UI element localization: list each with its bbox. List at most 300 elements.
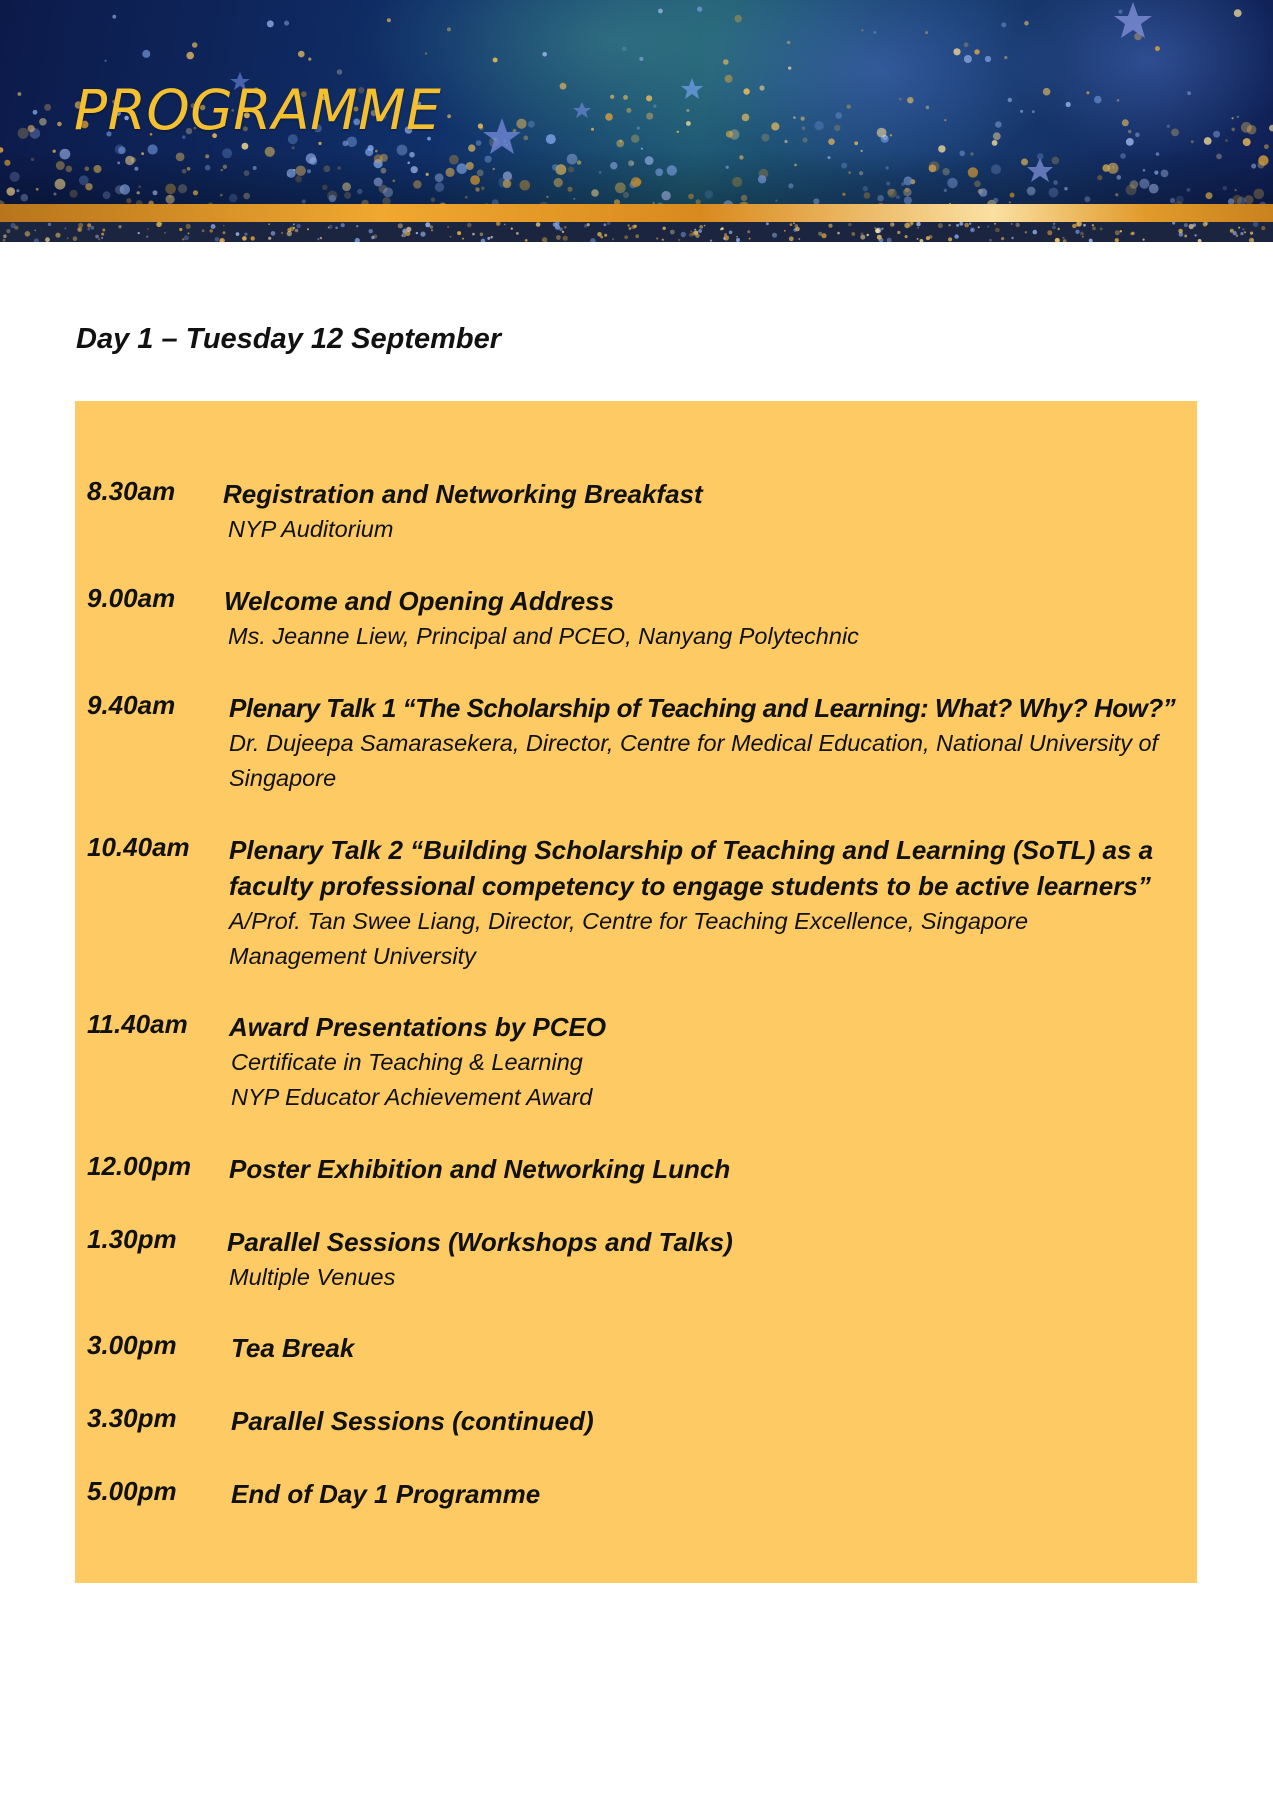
schedule-time: 10.40am bbox=[87, 832, 190, 862]
sparkle bbox=[907, 97, 913, 103]
sparkle bbox=[658, 9, 663, 14]
sparkle bbox=[337, 69, 343, 75]
sparkle bbox=[1062, 237, 1064, 239]
sparkle bbox=[1184, 223, 1188, 227]
sparkle bbox=[1001, 22, 1006, 27]
sparkle bbox=[695, 234, 699, 238]
sparkle bbox=[736, 238, 740, 242]
sparkle bbox=[784, 230, 786, 232]
sparkle bbox=[686, 121, 691, 126]
sparkle bbox=[995, 228, 1000, 233]
sparkle bbox=[1155, 46, 1160, 51]
sparkle bbox=[851, 232, 855, 236]
sparkle bbox=[1020, 110, 1023, 113]
sparkle bbox=[188, 233, 190, 235]
sparkle bbox=[425, 222, 430, 227]
schedule-panel bbox=[75, 401, 1197, 1583]
schedule-time: 3.00pm bbox=[87, 1330, 177, 1360]
sparkle bbox=[245, 233, 248, 236]
sparkle bbox=[430, 225, 434, 229]
sparkle bbox=[726, 131, 733, 138]
sparkle bbox=[993, 132, 1001, 140]
sparkle bbox=[1080, 232, 1084, 236]
sparkle bbox=[1082, 236, 1084, 238]
sparkle bbox=[268, 223, 270, 225]
sparkle bbox=[801, 117, 805, 121]
sparkle bbox=[308, 58, 311, 61]
sparkle bbox=[1117, 99, 1120, 102]
sparkle bbox=[138, 232, 140, 234]
sparkle bbox=[211, 224, 216, 229]
sparkle bbox=[1086, 91, 1089, 94]
sparkle bbox=[877, 235, 882, 240]
sparkle bbox=[772, 233, 777, 238]
sparkle bbox=[1250, 232, 1253, 235]
sparkle bbox=[1075, 230, 1079, 234]
sparkle bbox=[3, 239, 6, 242]
sparkle bbox=[287, 231, 292, 236]
sparkle bbox=[734, 15, 742, 23]
sparkle bbox=[536, 222, 541, 227]
schedule-time: 3.30pm bbox=[87, 1403, 177, 1433]
sparkle bbox=[18, 92, 22, 96]
sparkle bbox=[848, 223, 851, 226]
sparkle bbox=[516, 232, 519, 235]
sparkle bbox=[1024, 21, 1029, 26]
sparkle bbox=[293, 223, 295, 225]
sparkle bbox=[1167, 125, 1170, 128]
sparkle bbox=[834, 125, 840, 131]
sparkle bbox=[790, 223, 793, 226]
sparkle bbox=[1094, 96, 1102, 104]
sparkle bbox=[369, 229, 373, 233]
sparkle bbox=[964, 223, 969, 228]
sparkle bbox=[639, 57, 643, 61]
sparkle bbox=[55, 233, 60, 238]
sparkle bbox=[916, 222, 920, 226]
sparkle bbox=[1230, 229, 1234, 233]
sparkle bbox=[560, 83, 567, 90]
sparkle bbox=[504, 224, 506, 226]
sparkle bbox=[318, 142, 321, 145]
sparkle bbox=[632, 225, 636, 229]
sparkle bbox=[624, 235, 628, 239]
sparkle bbox=[628, 224, 630, 226]
sparkle bbox=[493, 58, 498, 63]
sparkle bbox=[1016, 223, 1020, 227]
sparkle bbox=[101, 237, 103, 239]
sparkle bbox=[317, 238, 319, 240]
sparkle bbox=[691, 232, 695, 236]
sparkle bbox=[964, 42, 969, 47]
sparkle bbox=[401, 235, 403, 237]
sparkle bbox=[670, 230, 675, 235]
schedule-title: Tea Break bbox=[231, 1333, 355, 1363]
sparkle bbox=[1052, 226, 1056, 230]
schedule-detail: NYP Auditorium bbox=[228, 516, 394, 542]
sparkle bbox=[847, 105, 851, 109]
sparkle bbox=[828, 138, 835, 145]
sparkle bbox=[789, 236, 794, 241]
sparkle bbox=[917, 238, 919, 240]
sparkle bbox=[1244, 231, 1246, 233]
sparkle bbox=[447, 114, 451, 118]
sparkle bbox=[1236, 235, 1238, 237]
sparkle bbox=[814, 121, 823, 130]
sparkle bbox=[992, 140, 998, 146]
sparkle bbox=[447, 27, 451, 31]
schedule-title: Plenary Talk 2 “Building Scholarship of Teaching and Learning (SoTL) as a faculty professional competency to engage students to be active learners” bbox=[229, 835, 1154, 901]
sparkle bbox=[1242, 228, 1244, 230]
sparkle bbox=[398, 223, 403, 228]
sparkle bbox=[629, 227, 632, 230]
sparkle bbox=[293, 227, 295, 229]
sparkle bbox=[604, 223, 607, 226]
sparkle bbox=[1092, 227, 1096, 231]
sparkle bbox=[1076, 222, 1081, 227]
sparkle bbox=[619, 140, 622, 143]
sparkle bbox=[320, 237, 322, 239]
sparkle bbox=[186, 52, 194, 60]
sparkle bbox=[77, 227, 82, 232]
sparkle bbox=[953, 48, 960, 55]
sparkle bbox=[57, 122, 62, 127]
sparkle bbox=[723, 59, 729, 65]
sparkle bbox=[612, 238, 614, 240]
sparkle bbox=[104, 60, 106, 62]
sparkle bbox=[956, 224, 959, 227]
sparkle bbox=[926, 236, 930, 240]
sparkle bbox=[142, 50, 150, 58]
schedule-title: Plenary Talk 1 “The Scholarship of Teaching and Learning: What? Why? How?” bbox=[229, 693, 1176, 723]
sparkle bbox=[1032, 110, 1035, 113]
sparkle bbox=[95, 235, 99, 239]
sparkle bbox=[742, 114, 750, 122]
sparkle bbox=[646, 95, 652, 101]
sparkle bbox=[450, 236, 452, 238]
sparkle bbox=[186, 224, 191, 229]
sparkle bbox=[761, 134, 769, 142]
sparkle bbox=[1011, 223, 1013, 225]
sparkle bbox=[802, 126, 806, 130]
sparkle bbox=[102, 229, 105, 232]
sparkle bbox=[1240, 232, 1243, 235]
sparkle bbox=[73, 236, 78, 241]
sparkle bbox=[1066, 102, 1071, 107]
sparkle bbox=[402, 229, 407, 234]
sparkle bbox=[1269, 125, 1273, 132]
sparkle bbox=[1083, 224, 1086, 227]
sparkle bbox=[1128, 130, 1131, 133]
sparkle bbox=[954, 234, 958, 238]
sparkle bbox=[1092, 224, 1094, 226]
schedule-time: 8.30am bbox=[87, 476, 176, 506]
sparkle bbox=[556, 235, 561, 240]
sparkle bbox=[39, 118, 47, 126]
sparkle bbox=[251, 236, 255, 240]
sparkle bbox=[555, 225, 560, 230]
sparkle bbox=[563, 236, 568, 241]
sparkle bbox=[6, 229, 10, 233]
schedule-detail: NYP Educator Achievement Award bbox=[231, 1084, 593, 1110]
sparkle bbox=[33, 110, 38, 115]
sparkle bbox=[476, 140, 482, 146]
sparkle bbox=[699, 225, 703, 229]
sparkle bbox=[686, 109, 689, 112]
sparkle bbox=[653, 105, 656, 108]
sparkle bbox=[1001, 237, 1004, 240]
sparkle bbox=[64, 227, 66, 229]
sparkle bbox=[860, 235, 865, 240]
sparkle bbox=[118, 225, 122, 229]
sparkle bbox=[202, 229, 205, 232]
sparkle bbox=[45, 237, 50, 242]
sparkle bbox=[487, 237, 490, 240]
sparkle bbox=[564, 226, 567, 229]
schedule-title: Parallel Sessions (continued) bbox=[231, 1406, 594, 1436]
sparkle bbox=[698, 229, 702, 233]
sparkle bbox=[447, 226, 449, 228]
sparkle bbox=[591, 128, 594, 131]
sparkle bbox=[854, 141, 858, 145]
schedule-time: 5.00pm bbox=[87, 1476, 177, 1506]
sparkle bbox=[793, 116, 796, 119]
sparkle bbox=[298, 51, 305, 58]
sparkle bbox=[710, 240, 712, 242]
sparkle bbox=[112, 15, 116, 19]
sparkle bbox=[1143, 239, 1145, 241]
sparkle bbox=[874, 227, 876, 229]
sparkle bbox=[267, 20, 274, 27]
sparkle bbox=[897, 231, 900, 234]
sparkle bbox=[34, 230, 36, 232]
sparkle bbox=[281, 232, 283, 234]
header-banner bbox=[0, 0, 1273, 242]
sparkle bbox=[431, 229, 433, 231]
sparkle bbox=[1047, 230, 1052, 235]
sparkle bbox=[1191, 140, 1194, 143]
sparkle bbox=[480, 233, 484, 237]
sparkle bbox=[542, 52, 547, 57]
sparkle bbox=[98, 238, 100, 240]
sparkle bbox=[798, 238, 800, 240]
sparkle bbox=[681, 232, 686, 237]
sparkle bbox=[793, 228, 797, 232]
sparkle bbox=[1253, 221, 1259, 227]
sparkle bbox=[1008, 98, 1012, 102]
sparkle bbox=[1115, 230, 1120, 235]
sparkle bbox=[646, 113, 653, 120]
sparkle bbox=[964, 55, 972, 63]
sparkle bbox=[528, 121, 535, 128]
sparkle bbox=[1011, 237, 1013, 239]
sparkle bbox=[948, 224, 950, 226]
sparkle bbox=[1195, 234, 1197, 236]
schedule-detail: Dr. Dujeepa Samarasekera, Director, Centre for Medical Education, National University of Singapore bbox=[229, 730, 1159, 791]
schedule-time: 1.30pm bbox=[87, 1224, 177, 1254]
sparkle bbox=[1033, 230, 1038, 235]
sparkle bbox=[356, 225, 358, 227]
sparkle bbox=[974, 49, 979, 54]
sparkle bbox=[881, 228, 883, 230]
sparkle bbox=[1122, 119, 1129, 126]
sparkle bbox=[307, 228, 309, 230]
sparkle bbox=[1261, 226, 1265, 230]
sparkle bbox=[179, 228, 182, 231]
schedule-detail: Ms. Jeanne Liew, Principal and PCEO, Nanyang Polytechnic bbox=[228, 623, 859, 649]
sparkle bbox=[787, 41, 791, 45]
sparkle bbox=[604, 234, 607, 237]
sparkle bbox=[292, 146, 295, 149]
sparkle bbox=[242, 236, 247, 241]
sparkle bbox=[721, 227, 724, 230]
sparkle bbox=[192, 42, 198, 48]
sparkle bbox=[622, 47, 627, 52]
sparkle bbox=[462, 238, 464, 240]
sparkle bbox=[1178, 229, 1183, 234]
sparkle bbox=[1184, 235, 1187, 238]
sparkle bbox=[938, 223, 943, 228]
sparkle bbox=[1203, 222, 1208, 227]
sparkle bbox=[910, 222, 913, 225]
schedule-title: Poster Exhibition and Networking Lunch bbox=[229, 1154, 731, 1184]
sparkle bbox=[48, 223, 51, 226]
sparkle bbox=[1238, 227, 1240, 229]
sparkle bbox=[994, 223, 996, 225]
sparkle bbox=[546, 134, 556, 144]
sparkle bbox=[890, 134, 892, 136]
sparkle bbox=[1225, 139, 1228, 142]
sparkle bbox=[623, 95, 628, 100]
sparkle bbox=[329, 225, 333, 229]
sparkle bbox=[425, 52, 427, 54]
schedule-title: Award Presentations by PCEO bbox=[229, 1012, 607, 1042]
sparkle bbox=[678, 239, 680, 241]
sparkle bbox=[491, 236, 493, 238]
sparkle bbox=[1130, 232, 1133, 235]
sparkle bbox=[626, 108, 631, 113]
sparkle bbox=[747, 230, 750, 233]
sparkle bbox=[892, 223, 894, 225]
sparkle bbox=[743, 88, 749, 94]
sparkle bbox=[478, 123, 483, 128]
sparkle bbox=[995, 121, 1002, 128]
sparkle bbox=[18, 128, 29, 139]
sparkle bbox=[677, 131, 679, 133]
sparkle bbox=[985, 56, 991, 62]
sparkle bbox=[335, 227, 338, 230]
sparkle bbox=[969, 223, 971, 225]
sparkle bbox=[87, 223, 91, 227]
sparkle bbox=[788, 67, 791, 70]
sparkle bbox=[523, 136, 528, 141]
sparkle bbox=[1043, 88, 1051, 96]
sparkle bbox=[1237, 116, 1239, 118]
sparkle bbox=[147, 228, 149, 230]
schedule-title: Registration and Networking Breakfast bbox=[223, 479, 703, 509]
sparkle bbox=[641, 148, 643, 150]
sparkle bbox=[1243, 138, 1251, 146]
sparkle bbox=[242, 143, 249, 150]
sparkle bbox=[295, 229, 299, 233]
sparkle bbox=[236, 232, 240, 236]
sparkle bbox=[210, 229, 213, 232]
sparkle bbox=[917, 227, 919, 229]
sparkle bbox=[837, 232, 840, 235]
sparkle bbox=[944, 119, 946, 121]
sparkle bbox=[771, 122, 779, 130]
sparkle bbox=[749, 238, 751, 240]
sparkle bbox=[91, 226, 95, 230]
day-heading: Day 1 – Tuesday 12 September bbox=[76, 323, 502, 355]
sparkle bbox=[704, 225, 706, 227]
schedule-time: 12.00pm bbox=[87, 1151, 192, 1181]
schedule-title: Parallel Sessions (Workshops and Talks) bbox=[227, 1227, 733, 1257]
sparkle bbox=[30, 128, 41, 139]
sparkle bbox=[146, 236, 148, 238]
sparkle bbox=[803, 137, 808, 142]
schedule-title: Welcome and Opening Address bbox=[224, 586, 615, 616]
sparkle bbox=[793, 222, 795, 224]
sparkle bbox=[877, 128, 887, 138]
sparkle bbox=[268, 237, 271, 240]
sparkle bbox=[511, 228, 513, 230]
sparkle bbox=[729, 231, 733, 235]
sparkle bbox=[101, 233, 104, 236]
sparkle bbox=[67, 237, 69, 239]
sparkle bbox=[1126, 138, 1134, 146]
sparkle bbox=[467, 223, 472, 228]
sparkle bbox=[1232, 117, 1234, 119]
schedule-detail: Multiple Venues bbox=[229, 1264, 396, 1290]
sparkle bbox=[3, 234, 7, 238]
sparkle bbox=[525, 239, 528, 242]
sparkle bbox=[605, 113, 613, 121]
sparkle bbox=[1100, 228, 1103, 231]
sparkle bbox=[736, 236, 738, 238]
sparkle bbox=[496, 221, 501, 226]
schedule-time: 9.40am bbox=[87, 690, 176, 720]
sparkle bbox=[637, 127, 640, 130]
sparkle bbox=[420, 232, 425, 237]
sparkle bbox=[1171, 129, 1179, 137]
sparkle bbox=[875, 228, 880, 233]
sparkle bbox=[457, 231, 461, 235]
sparkle bbox=[416, 232, 418, 234]
sparkle bbox=[663, 227, 666, 230]
sparkle bbox=[899, 98, 902, 101]
sparkle bbox=[215, 237, 220, 242]
sparkle bbox=[723, 237, 726, 240]
sparkle bbox=[925, 31, 928, 34]
sparkle bbox=[631, 135, 639, 143]
sparkle bbox=[1135, 133, 1140, 138]
sparkle bbox=[1264, 144, 1269, 149]
sparkle bbox=[371, 236, 374, 239]
schedule-detail: A/Prof. Tan Swee Liang, Director, Centre for Teaching Excellence, Singapore Management University bbox=[229, 908, 1029, 969]
schedule-detail: Certificate in Teaching & Learning bbox=[231, 1049, 583, 1075]
sparkle bbox=[164, 232, 166, 234]
sparkle bbox=[284, 21, 289, 26]
sparkle bbox=[607, 222, 610, 225]
sparkle bbox=[635, 234, 639, 238]
sparkle bbox=[87, 228, 90, 231]
sparkle bbox=[271, 231, 276, 236]
sparkle bbox=[1053, 223, 1055, 225]
sparkle bbox=[905, 235, 908, 238]
gold-band bbox=[0, 204, 1273, 222]
sparkle bbox=[516, 119, 526, 129]
